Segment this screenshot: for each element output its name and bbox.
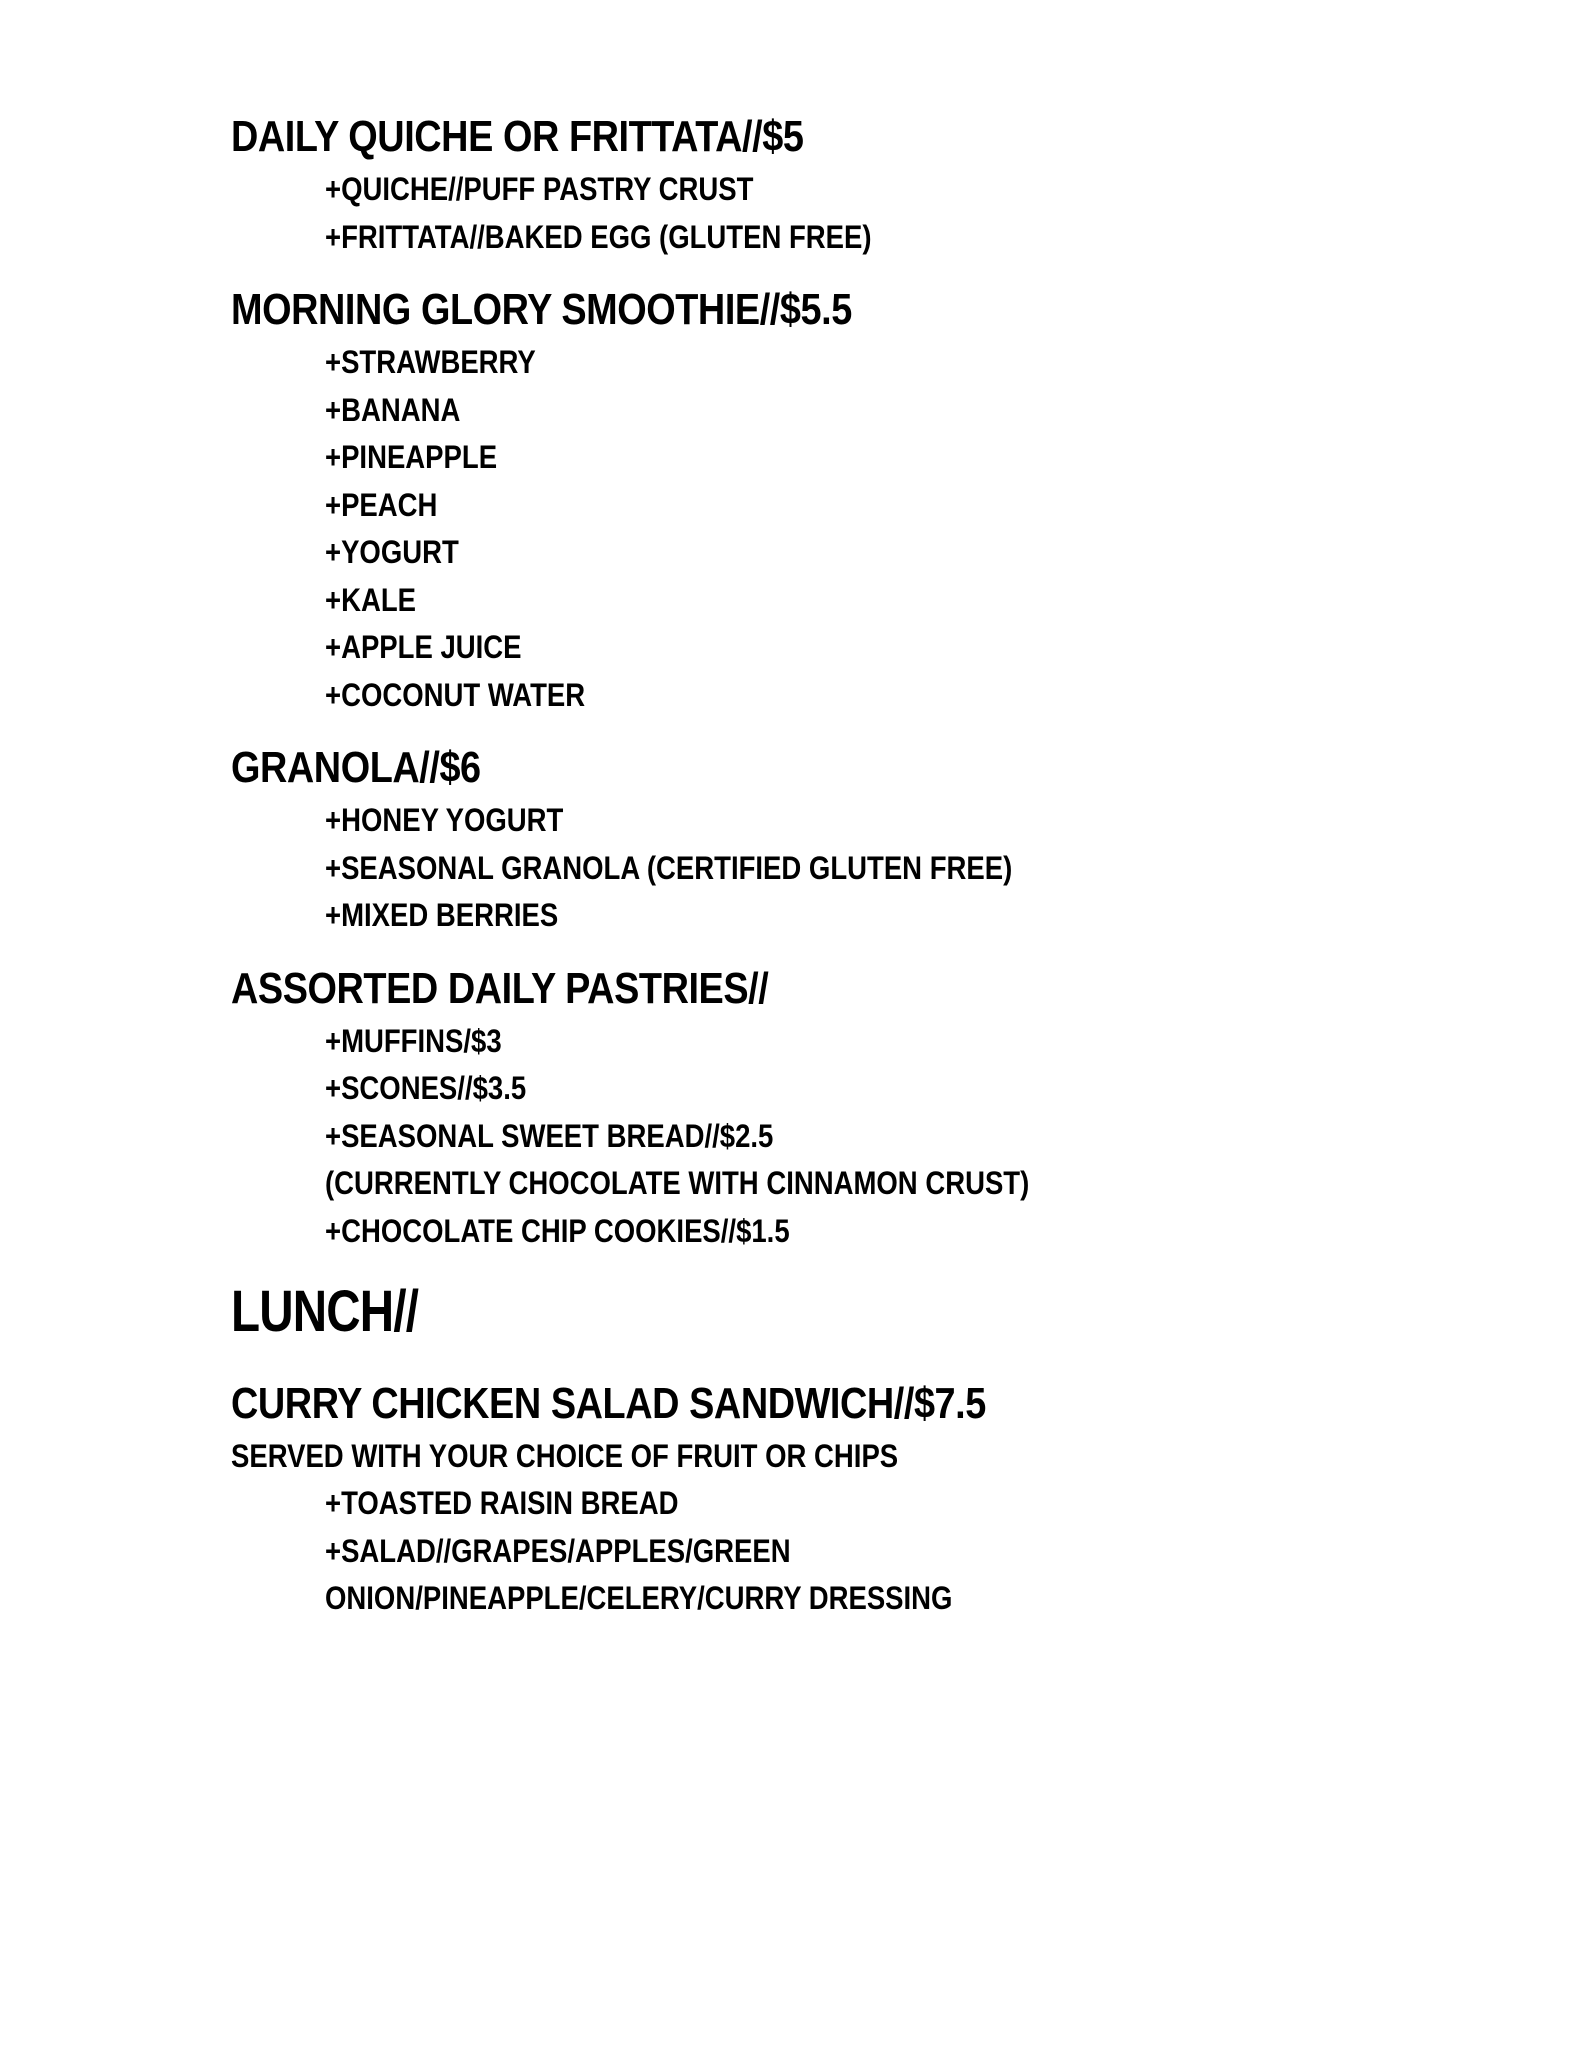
list-item: (CURRENTLY CHOCOLATE WITH CINNAMON CRUST): [325, 1165, 1030, 1201]
section-heading: DAILY QUICHE OR FRITTATA//$5: [231, 112, 804, 161]
list-item: +HONEY YOGURT: [325, 802, 564, 838]
section-heading: MORNING GLORY SMOOTHIE//$5.5: [231, 285, 852, 334]
list-item: +SCONES//$3.5: [325, 1070, 527, 1106]
list-item: +APPLE JUICE: [325, 629, 522, 665]
list-item: +MUFFINS/$3: [325, 1022, 502, 1059]
list-item: +PINEAPPLE: [325, 439, 498, 475]
list-item: +YOGURT: [325, 534, 459, 570]
list-item: +MIXED BERRIES: [325, 897, 559, 933]
section-pastries: [231, 964, 1431, 1256]
section-heading: CURRY CHICKEN SALAD SANDWICH//$7.5: [231, 1379, 986, 1428]
list-item: +SEASONAL SWEET BREAD//$2.5: [325, 1117, 774, 1154]
list-item: +SALAD//GRAPES/APPLES/GREEN: [325, 1532, 791, 1569]
section-quiche: [231, 112, 1431, 261]
section-curry-sandwich: [231, 1379, 1431, 1623]
section-heading: ASSORTED DAILY PASTRIES//: [231, 963, 769, 1013]
list-item: +CHOCOLATE CHIP COOKIES//$1.5: [325, 1212, 790, 1249]
section-heading: GRANOLA//$6: [231, 743, 481, 792]
list-item: +BANANA: [325, 391, 461, 428]
list-item: +TOASTED RAISIN BREAD: [325, 1485, 679, 1521]
list-item: +COCONUT WATER: [325, 676, 586, 713]
list-item: +KALE: [325, 581, 416, 618]
list-item: +FRITTATA//BAKED EGG (GLUTEN FREE): [325, 218, 872, 255]
list-item: +QUICHE//PUFF PASTRY CRUST: [325, 171, 754, 207]
list-item: +STRAWBERRY: [325, 344, 536, 380]
list-item: +PEACH: [325, 486, 438, 523]
menu-content: [231, 112, 1431, 1647]
section-subline: SERVED WITH YOUR CHOICE OF FRUIT OR CHIPS: [231, 1438, 899, 1474]
section-smoothie: [231, 285, 1431, 719]
list-item: +SEASONAL GRANOLA (CERTIFIED GLUTEN FREE): [325, 849, 1013, 886]
list-item: ONION/PINEAPPLE/CELERY/CURRY DRESSING: [325, 1580, 953, 1616]
lunch-title: LUNCH//: [231, 1279, 419, 1344]
section-granola: [231, 743, 1431, 940]
